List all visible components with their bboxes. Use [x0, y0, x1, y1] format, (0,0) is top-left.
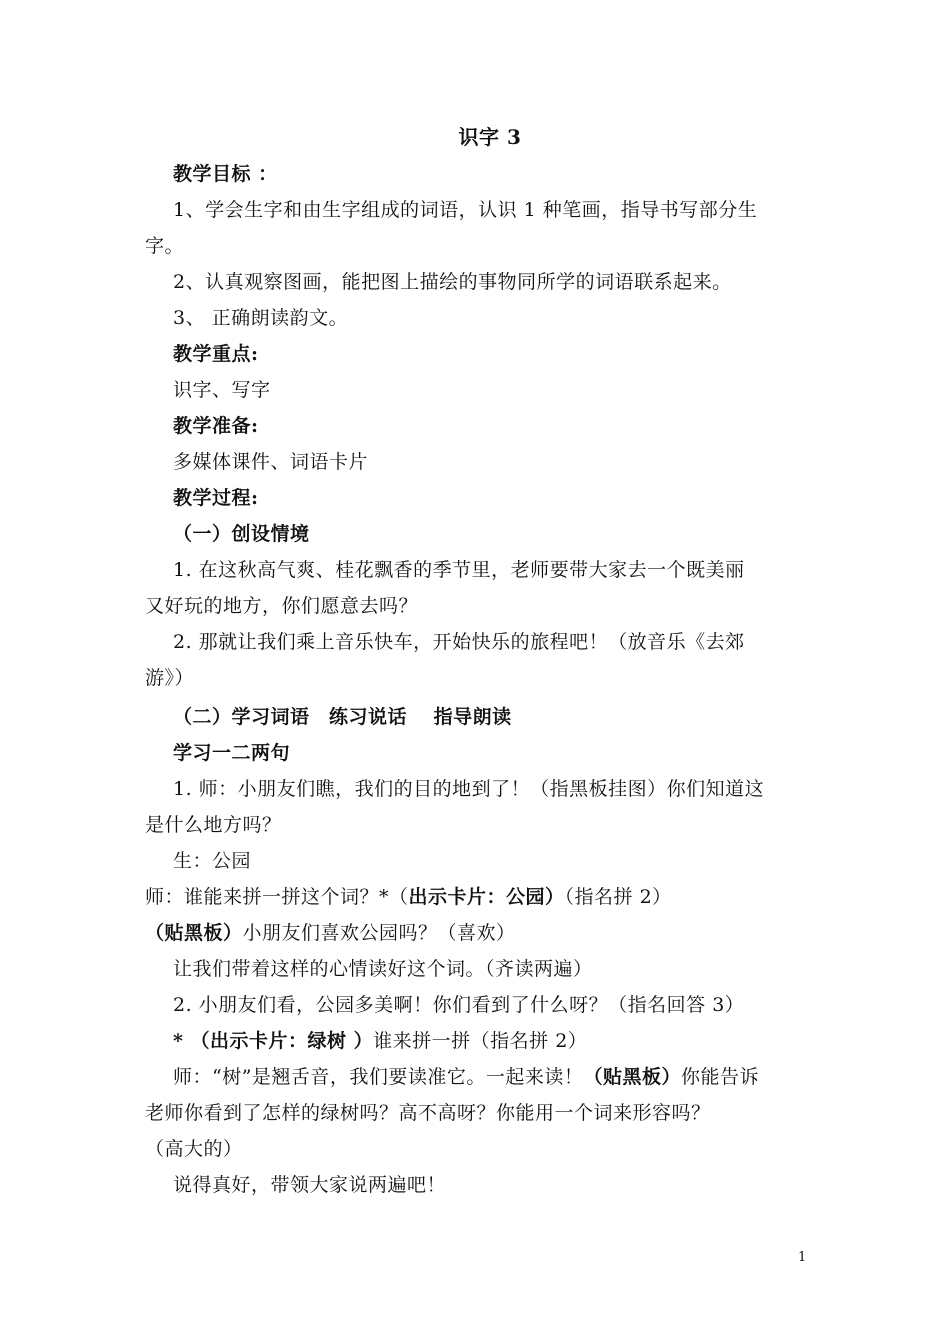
key-text: 识字、写字 [173, 379, 271, 401]
teacher-line-5: 2. 小朋友们看，公园多美啊！你们看到了什么呀？（指名回答 3） [173, 994, 745, 1016]
goal-1-cont: 字。 [145, 235, 185, 257]
teacher-line-2-note: （指名拼 2） [564, 886, 672, 908]
teacher-line-7-text: 师：“树”是翘舌音，我们要读准它。一起来读！ [173, 1066, 584, 1088]
student-answer: 生：公园 [173, 850, 252, 872]
teacher-line-4: 让我们带着这样的心情读好这个词。（齐读两遍） [173, 958, 593, 980]
section-2-heading: （二）学习词语 练习说话 指导朗读 [173, 706, 512, 728]
key-heading: 教学重点: [173, 343, 259, 365]
teacher-line-9: 说得真好，带领大家说两遍吧！ [173, 1174, 447, 1196]
teacher-line-1: 1. 师：小朋友们瞧，我们的目的地到了！（指黑板挂图）你们知道这 [173, 778, 765, 800]
goal-1: 1、学会生字和由生字组成的词语，认识 1 种笔画，指导书写部分生 [173, 199, 758, 221]
teacher-line-8: （高大的） [145, 1138, 243, 1160]
page-number: 1 [798, 1250, 807, 1265]
teacher-line-7-end: 你能告诉 [680, 1066, 759, 1088]
subsection-heading: 学习一二两句 [173, 742, 291, 764]
teacher-line-2-text: 师：谁能来拼一拼这个词？*（ [145, 886, 409, 908]
board-note: （贴黑板） [145, 922, 243, 944]
teacher-line-3 [145, 920, 815, 946]
teacher-line-6 [173, 1028, 813, 1054]
board-note-2: （贴黑板） [583, 1066, 681, 1088]
document-title: 识字 3 [458, 125, 522, 149]
prep-text: 多媒体课件、词语卡片 [173, 451, 369, 473]
step-1: 1. 在这秋高气爽、桂花飘香的季节里，老师要带大家去一个既美丽 [173, 559, 745, 581]
teacher-line-7-cont: 老师你看到了怎样的绿树吗？高不高呀？你能用一个词来形容吗？ [145, 1102, 711, 1124]
step-1-cont: 又好玩的地方，你们愿意去吗？ [145, 595, 419, 617]
process-heading: 教学过程: [173, 487, 259, 509]
teacher-line-2 [145, 884, 815, 910]
teacher-line-3-text: 小朋友们喜欢公园吗？（喜欢） [242, 922, 516, 944]
teacher-line-7 [173, 1064, 813, 1090]
step-2-cont: 游》） [145, 667, 195, 689]
section-1-heading: （一）创设情境 [173, 523, 310, 545]
card-green-tree: * （出示卡片：绿树 ） [173, 1030, 374, 1052]
goal-2: 2、认真观察图画，能把图上描绘的事物同所学的词语联系起来。 [173, 271, 732, 293]
goals-heading: 教学目标 ： [173, 163, 278, 185]
step-2: 2. 那就让我们乘上音乐快车，开始快乐的旅程吧！（放音乐《去郊 [173, 631, 745, 653]
goal-3: 3、 正确朗读韵文。 [173, 307, 349, 329]
card-park: 出示卡片：公园） [408, 886, 565, 908]
teacher-line-1-cont: 是什么地方吗？ [145, 814, 282, 836]
teacher-line-6-text: 谁来拼一拼（指名拼 2） [373, 1030, 588, 1052]
prep-heading: 教学准备: [173, 415, 259, 437]
